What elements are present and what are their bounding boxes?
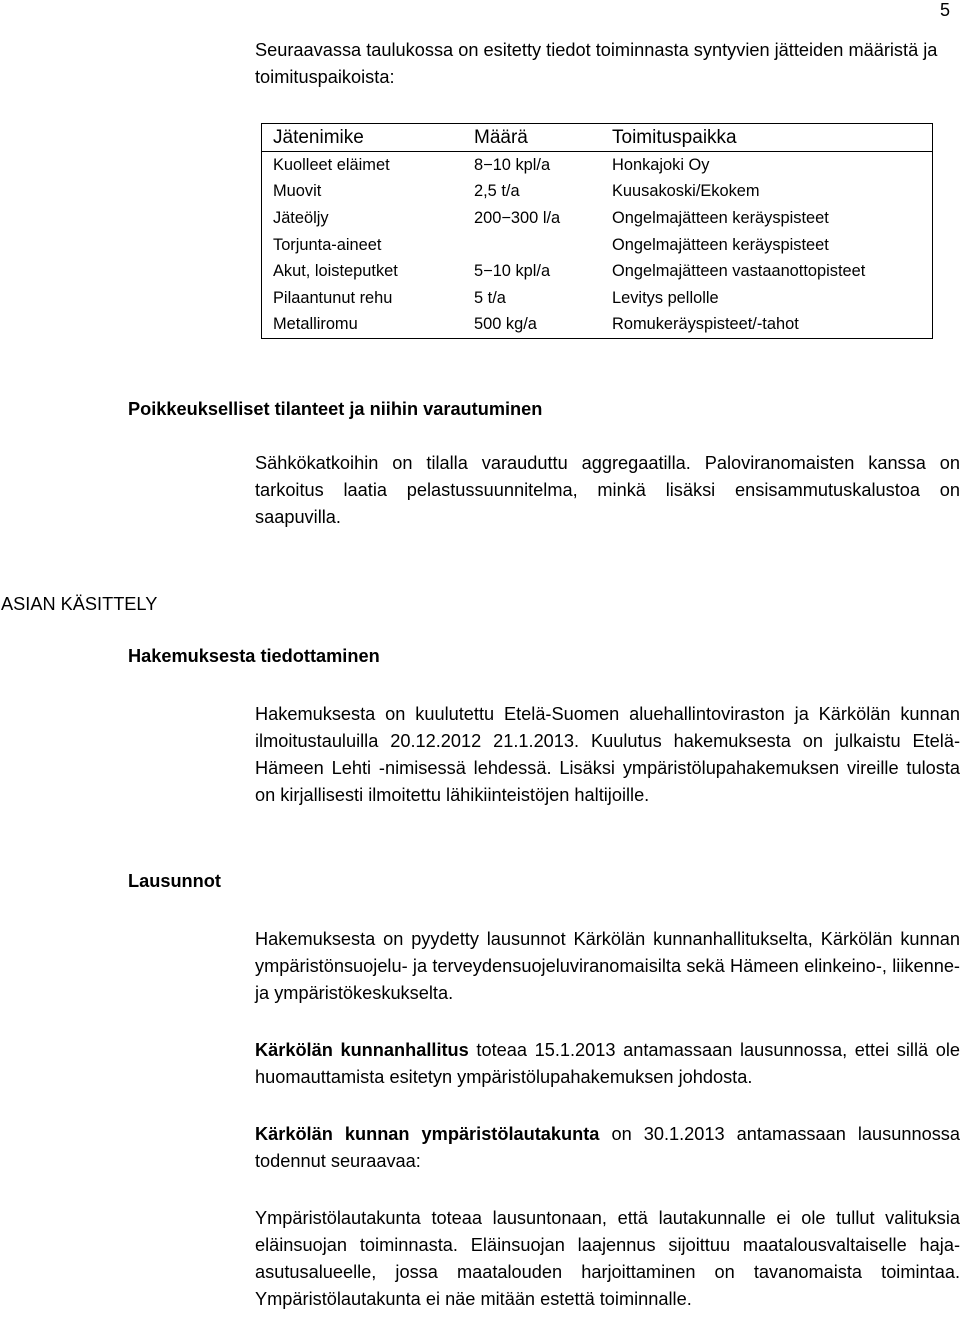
- board-statement-paragraph: [255, 1121, 960, 1175]
- waste-table-header-row: [262, 124, 933, 152]
- cell-amount: 5−10 kpl/a: [474, 262, 551, 281]
- board-name: Kärkölän kunnan ympäristölautakunta: [255, 1124, 600, 1144]
- header-amount: Määrä: [474, 126, 528, 148]
- notification-paragraph: Hakemuksesta on kuulutettu Etelä-Suomen aluehallintoviraston ja Kärkölän kunnan ilmoitustauluilla 20.12.2012 21.1.2013. Kuulutus hakemuksesta on julkaistu Etelä-Hämeen Lehti -nimisessä lehdessä. Lisäksi ympäristölupahakemuksen vireille tulosta on kirjallisesti ilmoitettu lähikiinteistöjen haltijoille.: [255, 704, 960, 805]
- waste-table: [261, 123, 933, 339]
- cell-amount: 5 t/a: [474, 288, 506, 307]
- table-row: [262, 205, 933, 232]
- cell-destination: Honkajoki Oy: [612, 155, 710, 174]
- table-row: [262, 232, 933, 259]
- council-statement-paragraph: [255, 1037, 960, 1091]
- board-statement-text: on 30.1.2013 antamassaan lausunnossa todennut seuraavaa:: [255, 1124, 960, 1171]
- cell-amount: 8−10 kpl/a: [474, 155, 551, 174]
- section-title: ASIAN KÄSITTELY: [1, 594, 158, 614]
- cell-waste-name: Pilaantunut rehu: [273, 288, 393, 307]
- cell-amount: 200−300 l/a: [474, 208, 561, 227]
- cell-waste-name: Kuolleet eläimet: [273, 155, 390, 174]
- cell-destination: Levitys pellolle: [612, 288, 719, 307]
- cell-destination: Kuusakoski/Ekokem: [612, 182, 760, 201]
- cell-destination: Ongelmajätteen keräyspisteet: [612, 208, 829, 227]
- cell-amount: [463, 232, 601, 259]
- intro-paragraph: Seuraavassa taulukossa on esitetty tiedot toiminnasta syntyvien jätteiden määristä ja toimituspaikoista:: [255, 40, 938, 87]
- waste-table-container: [261, 123, 933, 339]
- table-row: [262, 312, 933, 339]
- exceptional-paragraph: Sähkökatkoihin on tilalla varauduttu aggregaatilla. Paloviranomaisten kanssa on tarkoitus laatia pelastussuunnitelma, minkä lisäksi ensisammutuskalustoa on saapuvilla.: [255, 453, 960, 527]
- table-row: [262, 179, 933, 206]
- cell-amount: 500 kg/a: [474, 315, 537, 334]
- cell-waste-name: Akut, loisteputket: [273, 262, 398, 281]
- header-destination: Toimituspaikka: [612, 126, 737, 148]
- council-statement-text: toteaa 15.1.2013 antamassaan lausunnossa, ettei sillä ole huomauttamista esitetyn ympäristölupahakemuksen johdosta.: [255, 1040, 960, 1087]
- table-row: [262, 258, 933, 285]
- cell-waste-name: Jäteöljy: [273, 208, 329, 227]
- cell-destination: Ongelmajätteen vastaanottopisteet: [612, 262, 866, 281]
- table-row: [262, 285, 933, 312]
- page-number: 5: [940, 0, 951, 20]
- board-quote-paragraph: Ympäristölautakunta toteaa lausuntonaan, että lautakunnalle ei ole tullut valituksia eläinsuojan toiminnasta. Eläinsuojan laajennus sijoittuu maatalousvaltaiselle haja-asutusalueelle, jossa maatalouden harjoittaminen on tavanomaista toimintaa. Ympäristölautakunta ei näe mitään estettä toiminnalle.: [255, 1208, 960, 1309]
- table-row: [262, 152, 933, 179]
- council-name: Kärkölän kunnanhallitus: [255, 1040, 469, 1060]
- statements-intro-paragraph: Hakemuksesta on pyydetty lausunnot Kärkölän kunnanhallitukselta, Kärkölän kunnan ympäristönsuojelu- ja terveydensuojeluviranomaisilta sekä Hämeen elinkeino-, liikenne- ja ympäristökeskukselta.: [255, 929, 960, 1003]
- cell-waste-name: Torjunta-aineet: [273, 235, 382, 254]
- statements-heading: Lausunnot: [128, 871, 221, 891]
- cell-destination: Romukeräyspisteet/-tahot: [612, 315, 799, 334]
- cell-waste-name: Muovit: [273, 182, 322, 201]
- header-waste-name: Jätenimike: [273, 126, 364, 148]
- cell-destination: Ongelmajätteen keräyspisteet: [612, 235, 829, 254]
- exceptional-heading: Poikkeukselliset tilanteet ja niihin varautuminen: [128, 399, 543, 419]
- cell-amount: 2,5 t/a: [474, 182, 520, 201]
- notification-heading: Hakemuksesta tiedottaminen: [128, 646, 380, 666]
- cell-waste-name: Metalliromu: [273, 315, 358, 334]
